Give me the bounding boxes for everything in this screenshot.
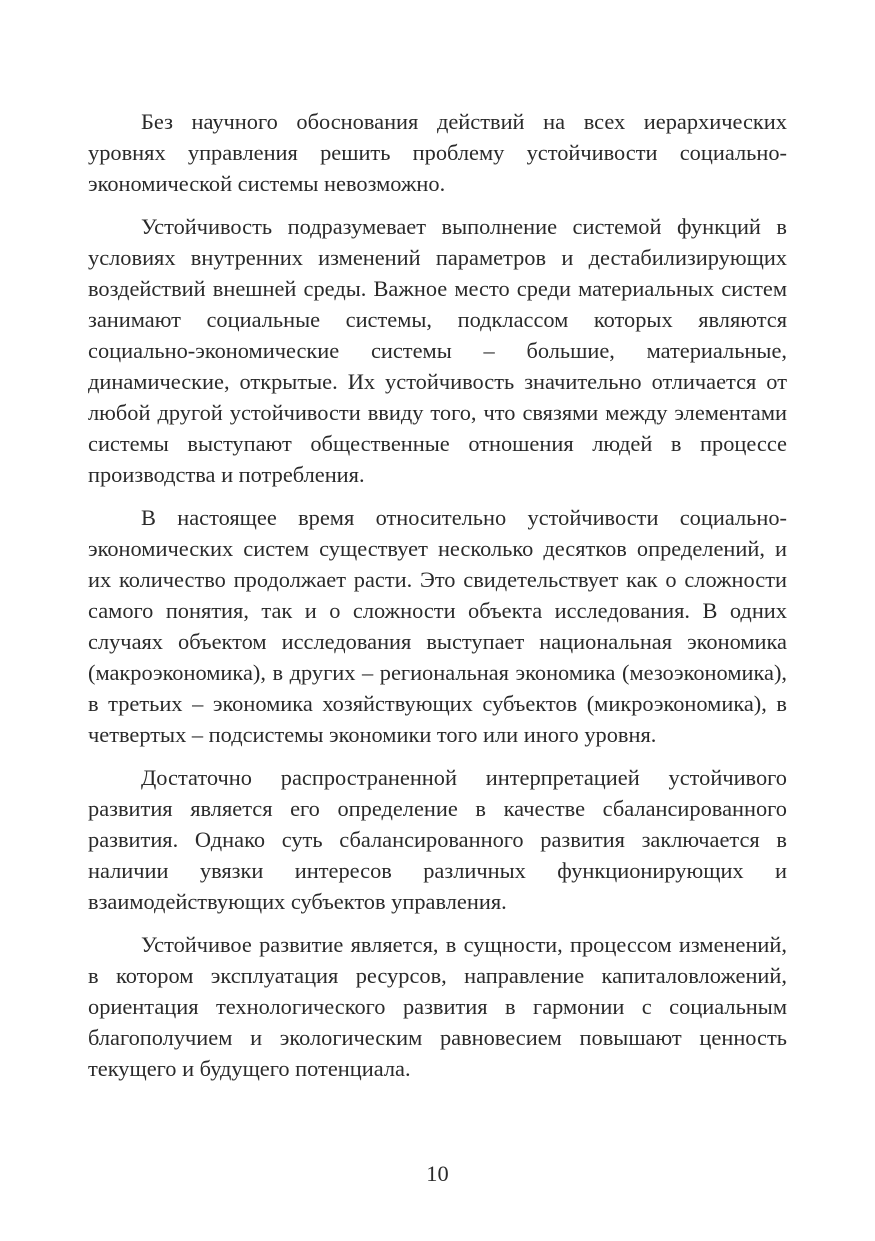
paragraph-5: Устойчивое развитие является, в сущности, процессом изменений, в котором эксплуатация ресурсов, направление капиталовложений, ориентация технологического развития в гармонии с социальным благополучием и экологическим равновесием повышают ценность текущего и будущего потенциала.: [88, 932, 787, 1081]
paragraph-2: Устойчивость подразумевает выполнение системой функций в условиях внутренних изменений параметров и дестабилизирующих воздействий внешней среды. Важное место среди материальных систем занимают социальные системы, подклассом которых являются социально-экономические системы – большие, материальные, динамические, открытые. Их устойчивость значительно отличается от любой другой устойчивости ввиду того, что связями между элементами системы выступают общественные отношения людей в процессе производства и потребления.: [88, 214, 787, 487]
page-number: 10: [426, 1161, 449, 1186]
paragraph-3: В настоящее время относительно устойчивости социально-экономических систем существует несколько десятков определений, и их количество продолжает расти. Это свидетельствует как о сложности самого понятия, так и о сложности объекта исследования. В одних случаях объектом исследования выступает национальная экономика (макроэкономика), в других – региональная экономика (мезоэкономика), в третьих – экономика хозяйствующих субъектов (микроэкономика), в четвертых – подсистемы экономики того или иного уровня.: [88, 505, 787, 747]
paragraph-1: Без научного обоснования действий на всех иерархических уровнях управления решить проблему устойчивости социально-экономической системы невозможно.: [88, 109, 787, 196]
paragraph-4: Достаточно распространенной интерпретацией устойчивого развития является его определение в качестве сбалансированного развития. Однако суть сбалансированного развития заключается в наличии увязки интересов различных функционирующих и взаимодействующих субъектов управления.: [88, 765, 787, 914]
page-body: [88, 106, 787, 1096]
